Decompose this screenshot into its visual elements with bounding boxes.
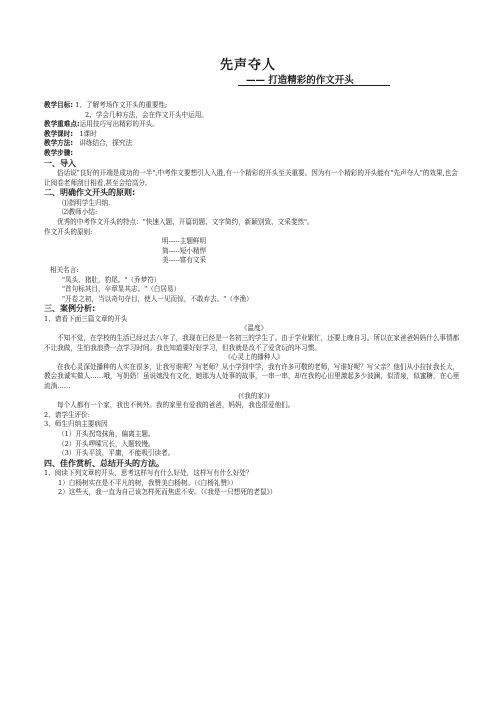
- hours-label: 教学课时:: [44, 129, 74, 138]
- page-title: 先声夺人: [219, 58, 276, 73]
- quote-1: "凤头、猪肚，豹尾。"（乔梦符）: [62, 275, 161, 284]
- steps-label: 教学步骤:: [44, 148, 74, 157]
- hours-row: [44, 130, 464, 140]
- quotes-label: 相关名言:: [50, 265, 79, 274]
- example-3-paragraph: 每个人都有一个家，我也不例外。我的家里有爱我的爸爸，妈妈，我也很爱他们。: [57, 401, 295, 410]
- example-3-title: (《我的家》): [238, 391, 270, 400]
- excerpt-2: 2）这些天，我一直为自己该怎样死而焦虑不安。（《我是一只想死的老鼠》）: [58, 488, 277, 497]
- document-body: [44, 101, 464, 498]
- cause-1: （1）开头拐弯抹角，偏离主题。: [58, 429, 155, 438]
- quote-3: "开卷之初，当以奇句夺目，使人一见而惊，不敢弃去。"（李渔）: [62, 294, 253, 303]
- example-2-title: 《心灵上的播种人》: [224, 353, 284, 362]
- example-2-paragraph: 在我心灵深处播种的人实在很多，让我写谁呢？写老师？从小学到中学，我有许多可敬的老师，写谁好呢？写父亲？他们从小拉扯我长大，教会我诚实做人……哦，写奶奶！虽说她没有文化，她那为人处事的故事，一串一串，却在我的心田里激起多少波澜，似清泉，似蜜糖，在心里流淌……: [44, 362, 460, 390]
- hours-text: 1课时: [79, 129, 97, 138]
- focus-label: 教学重难点:: [44, 120, 80, 129]
- goal-row: [44, 101, 464, 111]
- section-2-heading: 二、明确作文开头的原则:: [44, 188, 136, 198]
- excerpt-1: 1）白杨树实在是不平凡的树，我赞美白杨树。（《白杨礼赞》）: [58, 478, 237, 487]
- cause-3: （3）开头平淡，平庸，不能吸引读者。: [58, 449, 175, 458]
- method-row: [44, 139, 464, 149]
- principle-1: 明-----主题鲜明: [162, 237, 207, 246]
- principle-label: 作文开头的原则:: [44, 227, 93, 236]
- example-1-paragraph: 不知不觉，在学校的生活已经过去八年了，我现在已经是一名初三的学生了。由于学业繁忙，还要上晚自习。所以在家爸爸妈妈什么事情都不让我做，生怕我浪费一点学习时间。我也知道要好好学习，但我就是改不了爱贪玩的坏习惯。: [44, 333, 460, 352]
- subtitle-underline: [238, 85, 390, 86]
- example-1-title: 《温度》: [240, 324, 268, 333]
- section-4-line-1: 1、阅读下列文章的开头，思考这样写有什么好处，这样写有什么好处？: [44, 469, 253, 478]
- section-2-paragraph: 优秀的中考作文开头的特点："快速入题、开篇切题、文字简约，新颖别致、文采斐然"。: [57, 217, 314, 226]
- focus-text: 运用技巧写出精彩的开头。: [79, 120, 159, 129]
- principle-2: 简-----短小精悍: [162, 246, 207, 255]
- goal-1: 1、了解考场作文开头的重要性;: [75, 101, 168, 109]
- goal-label: 教学目标:: [44, 101, 74, 109]
- cause-2: （2）开头啰嗦冗长，入题较慢。: [58, 439, 155, 448]
- section-3-line-3: 3、师生归纳主要病因: [44, 420, 108, 429]
- quote-2: "首句标其目，卒章显其志。"（白居易）: [62, 285, 181, 294]
- method-label: 教学方法:: [44, 139, 74, 148]
- section-2-line-2: ⑵教师小结:: [62, 208, 98, 217]
- goal-2: 2、学会几种方法，会在作文开头中运用。: [85, 110, 208, 119]
- section-1-paragraph: 俗话说"良好的开端是成功的一半",中考作文要想引人入胜,有一个精彩的开头至关重要。因为有一个精彩的开头能有"先声夺人"的效果,也会让阅卷老师刮目相看,甚至会给高分。: [44, 169, 458, 187]
- section-3-line-1: 1、请看下面三篇文章的开头: [44, 314, 128, 323]
- section-3-line-2: 2、请学生评价:: [44, 410, 90, 419]
- principle-3: 美-----富有文采: [162, 256, 207, 265]
- section-2-line-1: ⑴指明学生归纳.: [62, 198, 111, 207]
- section-4-heading: 四、佳作赏析、总结开头的方法。: [44, 458, 164, 468]
- section-1-heading: 一、导入: [44, 158, 76, 168]
- focus-row: [44, 120, 464, 130]
- section-3-heading: 三、案例分析:: [44, 304, 96, 314]
- method-text: 讲练结合，探究法: [79, 139, 133, 148]
- page-subtitle: —— 打造精彩的作文开头: [246, 75, 354, 86]
- goal-row-2: [44, 111, 464, 121]
